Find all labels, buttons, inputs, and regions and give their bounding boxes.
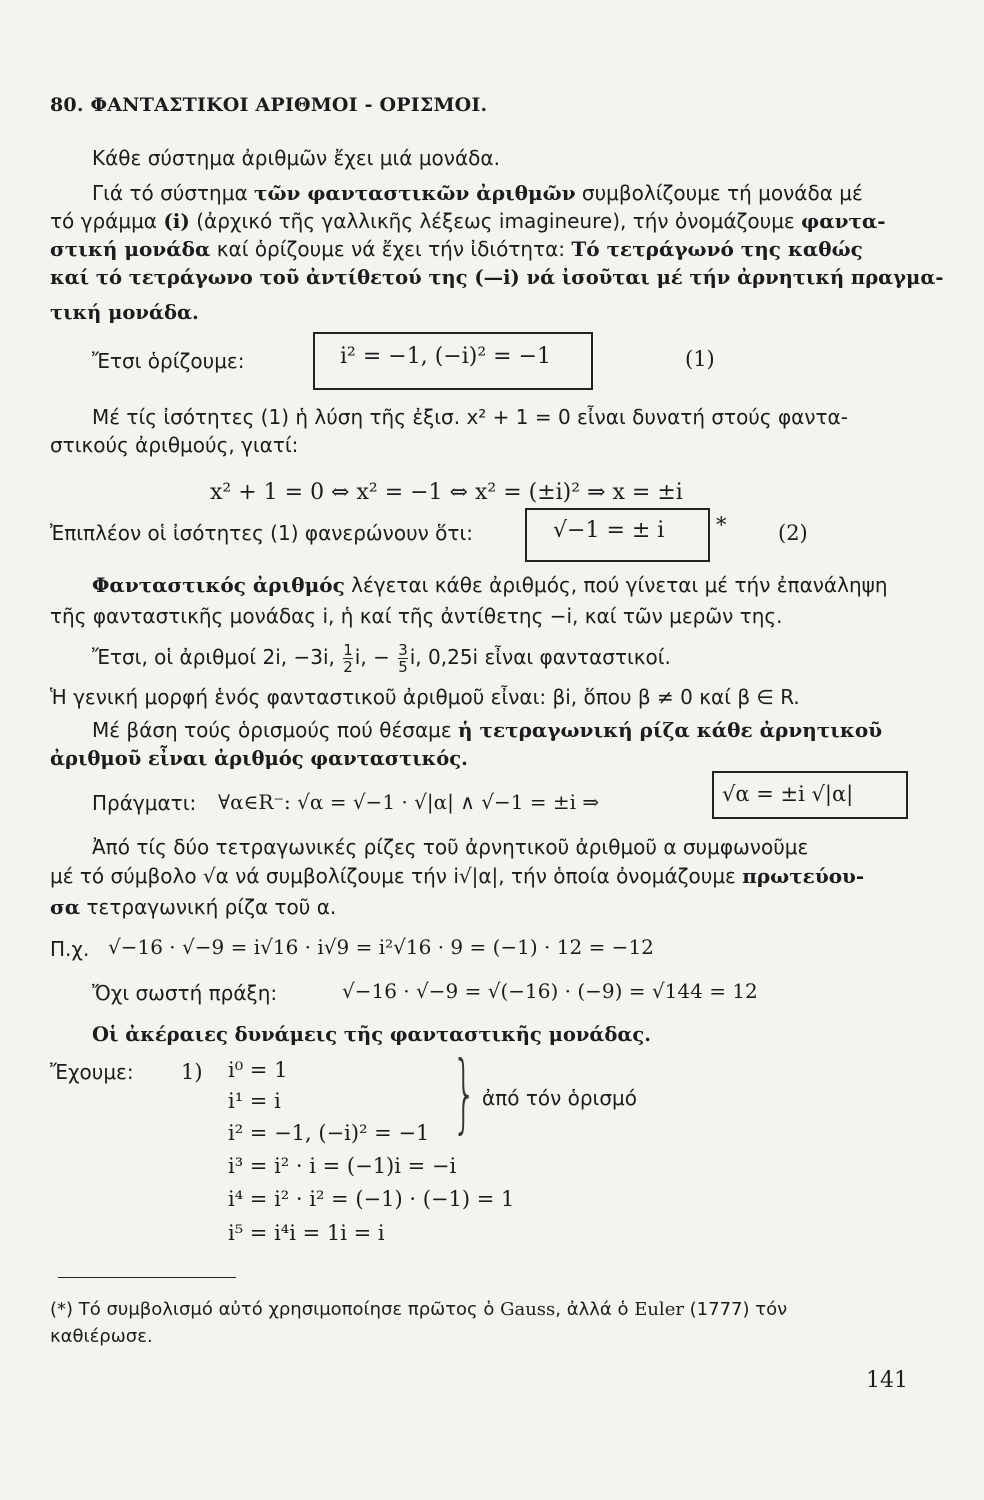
paragraph-line: στική μονάδα καί ὁρίζουμε νά ἔχει τήν ἰδιότητα: Τό τετράγωνό της καθώς [50, 237, 863, 261]
paragraph-line: Μέ βάση τούς ὁρισμούς πού θέσαμε ἡ τετραγωνική ρίζα κάθε ἀρνητικοῦ [92, 718, 883, 742]
definition-formula: √−1 = ± i [553, 518, 665, 543]
definition-label: Ἐπιπλέον οἱ ἰσότητες (1) φανερώνουν ὅτι: [50, 521, 473, 545]
section-heading: 80. ΦΑΝΤΑΣΤΙΚΟΙ ΑΡΙΘΜΟΙ - ΟΡΙΣΜΟΙ. [50, 94, 488, 116]
paragraph-line: Γιά τό σύστημα τῶν φανταστικῶν ἀριθμῶν συμβολίζουμε τή μονάδα μέ [92, 181, 863, 205]
paragraph-line-examples: Ἔτσι, οἱ ἀριθμοί 2i, −3i, $\frac{1}{2}$ i, − $\frac{3}{5}$ i, 0,25i εἶναι φανταστικοί. [92, 641, 671, 676]
example-formula: √−16 · √−9 = i√16 · i√9 = i²√16 · 9 = (−1) · 12 = −12 [108, 935, 654, 959]
equation-solution: x² + 1 = 0 ⇔ x² = −1 ⇔ x² = (±i)² ⇒ x = ±i [210, 480, 683, 505]
result-formula: √α = ±i √|α| [722, 782, 854, 806]
paragraph-line: τό γράμμα (i) (ἀρχικό τῆς γαλλικῆς λέξεως imagineure), τήν ὀνομάζουμε φαντα- [50, 209, 886, 233]
footnote-line: καθιέρωσε. [50, 1326, 153, 1347]
footnote-line: (*) Τό συμβολισμό αὐτό χρησιμοποίησε πρῶτος ὁ Gauss, ἀλλά ὁ Euler (1777) τόν [50, 1299, 788, 1320]
paragraph-line: στικούς ἀριθμούς, γιατί: [50, 433, 299, 457]
equation-tag: (2) [778, 521, 808, 545]
example-label: Π.χ. [50, 937, 90, 961]
power-row: i⁰ = 1 [228, 1058, 288, 1082]
proof-formula: ∀α∈R⁻: √α = √−1 · √|α| ∧ √−1 = ±i ⇒ [218, 790, 600, 814]
proof-label: Πράγματι: [92, 791, 197, 815]
power-row: i² = −1, (−i)² = −1 [228, 1121, 430, 1145]
definition-label: Ἔτσι ὁρίζουμε: [92, 349, 245, 373]
definition-formula: i² = −1, (−i)² = −1 [340, 344, 551, 369]
paragraph-line: Φανταστικός ἀριθμός λέγεται κάθε ἀριθμός, πού γίνεται μέ τήν ἐπανάληψη [92, 573, 888, 597]
powers-note: ἀπό τόν ὁρισμό [482, 1086, 637, 1110]
paragraph-line: μέ τό σύμβολο √α νά συμβολίζουμε τήν i√|α|, τήν ὁποία ὀνομάζουμε πρωτεύου- [50, 864, 865, 888]
bold-term: τῶν φανταστικῶν ἀριθμῶν [254, 181, 576, 205]
paragraph-line: Ἀπό τίς δύο τετραγωνικές ρίζες τοῦ ἀρνητικοῦ ἀριθμοῦ α συμφωνοῦμε [92, 835, 809, 859]
paragraph-line: Ἡ γενική μορφή ἑνός φανταστικοῦ ἀριθμοῦ εἶναι: βi, ὅπου β ≠ 0 καί β ∈ R. [50, 685, 800, 709]
equation-tag: (1) [685, 347, 715, 371]
power-row: i⁴ = i² · i² = (−1) · (−1) = 1 [228, 1187, 515, 1211]
paragraph-line: ἀριθμοῦ εἶναι ἀριθμός φανταστικός. [50, 747, 468, 770]
example-formula: √−16 · √−9 = √(−16) · (−9) = √144 = 12 [342, 979, 758, 1003]
power-row: i¹ = i [228, 1089, 281, 1113]
power-row: i³ = i² · i = (−1)i = −i [228, 1154, 457, 1178]
paragraph-line: τική μονάδα. [50, 301, 199, 324]
paragraph-line: σα τετραγωνική ρίζα τοῦ α. [50, 895, 337, 919]
fraction: $\frac{1}{2}$ [343, 641, 353, 676]
paragraph-line: Μέ τίς ἰσότητες (1) ἡ λύση τῆς ἐξισ. x² + 1 = 0 εἶναι δυνατή στούς φαντα- [92, 405, 848, 429]
fraction: $\frac{3}{5}$ [398, 641, 408, 676]
paragraph-line: τῆς φανταστικῆς μονάδας i, ἡ καί τῆς ἀντίθετης −i, καί τῶν μερῶν της. [50, 604, 783, 628]
footnote-marker: * [716, 513, 727, 537]
example-label: Ὄχι σωστή πράξη: [92, 981, 278, 1005]
power-row: i⁵ = i⁴i = 1i = i [228, 1221, 385, 1245]
paragraph-unit-intro: Κάθε σύστημα ἀριθμῶν ἔχει μιά μονάδα. [92, 146, 500, 170]
page-number: 141 [866, 1368, 908, 1393]
right-brace: } [452, 1043, 477, 1143]
footnote-rule [58, 1277, 236, 1278]
powers-label: Ἔχουμε: [50, 1060, 134, 1084]
powers-number: 1) [181, 1060, 203, 1084]
subheading: Οἱ ἀκέραιες δυνάμεις τῆς φανταστικῆς μονάδας. [92, 1023, 652, 1046]
paragraph-line: καί τό τετράγωνο τοῦ ἀντίθετού της (—i) νά ἰσοῦται μέ τήν ἀρνητική πραγμα- [50, 266, 944, 289]
